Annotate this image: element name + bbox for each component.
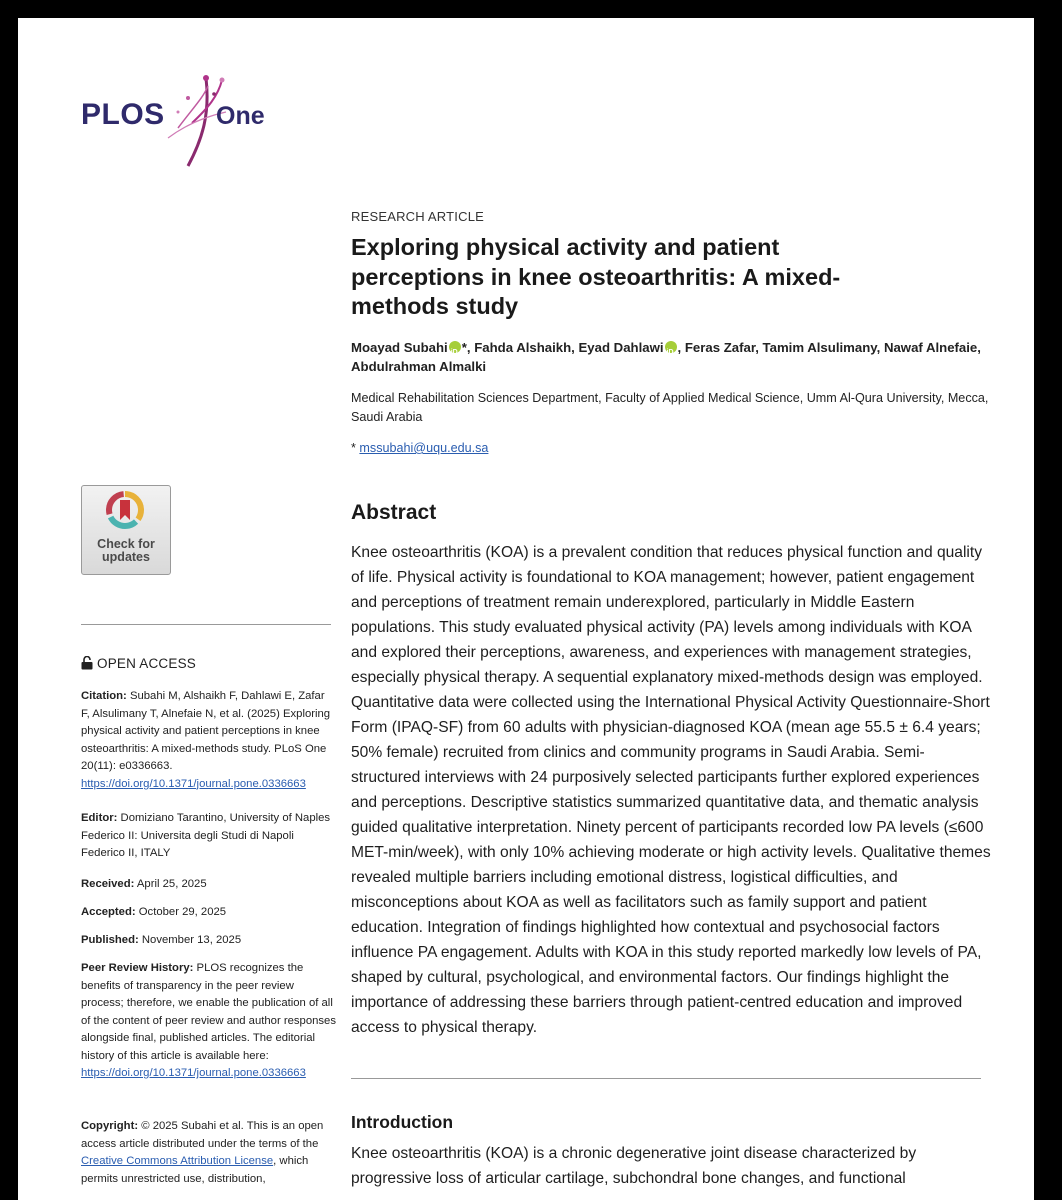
- editor-block: Editor: Domiziano Tarantino, University of Naples Federico II: Universita degli Studi di Napoli Federico II, ITALY: [81, 812, 331, 859]
- abstract-heading: Abstract: [351, 501, 437, 524]
- orcid-icon[interactable]: [449, 341, 461, 353]
- article-type: RESEARCH ARTICLE: [351, 209, 484, 224]
- check-updates-label: Check for updates: [97, 537, 155, 564]
- published-date: Published: November 13, 2025: [81, 934, 242, 946]
- plos-logo-text: PLOS: [81, 98, 165, 131]
- abstract-divider: [351, 1078, 981, 1079]
- citation-block: Citation: Subahi M, Alshaikh F, Dahlawi E, Zafar F, Alsulimany T, Alnefaie N, et al. (2025) Exploring physical activity and patient perceptions in knee osteoarthritis: A mixed-methods study. PLoS One 20(11): e0336663. https://doi.org/10.1371/journal.pone.0336663: [81, 690, 331, 790]
- check-for-updates-badge[interactable]: [81, 485, 171, 575]
- plos-logo-one-text: One: [216, 102, 265, 130]
- email-link[interactable]: mssubahi@uqu.edu.sa: [359, 441, 489, 455]
- orcid-icon[interactable]: [665, 341, 677, 353]
- citation-doi-link[interactable]: https://doi.org/10.1371/journal.pone.0336663: [81, 777, 306, 790]
- open-access-label: OPEN ACCESS: [81, 656, 196, 671]
- article-title: Exploring physical activity and patient perceptions in knee osteoarthritis: A mixed-methods study: [351, 234, 841, 319]
- author-list: [351, 338, 1001, 376]
- peer-review-link[interactable]: https://doi.org/10.1371/journal.pone.0336663: [81, 1067, 306, 1079]
- abstract-text: Knee osteoarthritis (KOA) is a prevalent condition that reduces physical function and quality of life. Physical activity is foundational to KOA management; however, patient engagement and perceptions of treatment remain underexplored, particularly in Middle Eastern populations. This study evaluated physical activity (PA) levels among individuals with KOA and explored their perceptions, awareness, and experiences with management strategies, especially physical therapy. A sequential explanatory mixed-methods design was employed. Quantitative data were collected using the International Physical Activity Questionnaire-Short Form (IPAQ-SF) from 60 adults with physician-diagnosed KOA (mean age 55.5 ± 6.4 years; 50% female) recruited from clinics and community programs in Saudi Arabia. Semi-structured interviews with 24 purposively selected participants further explored experiences and perceptions. Descriptive statistics summarized quantitative data, and thematic analysis guided qualitative interpretation. Ninety percent of participants recorded low PA levels (≤600 MET-min/week), with only 10% achieving moderate or high activity levels. Qualitative themes revealed multiple barriers including emotional distress, logistical difficulties, and misconceptions about KOA as well as facilitators such as family support and patient education. Integration of findings highlighted how contextual and psychosocial factors influence PA engagement. Adults with KOA in this study reported markedly low levels of PA, shaped by cultural, psychological, and environmental factors. Our findings highlight the importance of addressing these barriers through patient-centred education and improved access to physical therapy.: [351, 544, 991, 1036]
- introduction-text: Knee osteoarthritis (KOA) is a chronic degenerative joint disease characterized by progressive loss of articular cartilage, subchondral bone changes, and functional: [351, 1145, 917, 1187]
- accepted-date: Accepted: October 29, 2025: [81, 906, 227, 918]
- introduction-heading: Introduction: [351, 1112, 454, 1132]
- email-prefix: *: [351, 441, 360, 455]
- check-updates-icon: [105, 490, 145, 530]
- author-text-2: *, Fahda Alshaikh, Eyad Dahlawi: [461, 340, 664, 355]
- author-text-1: Moayad Subahi: [351, 340, 448, 355]
- author-text-3: , Feras Zafar, Tamim Alsulimany, Nawaf Alnefaie, Abdulrahman Almalki: [351, 340, 981, 374]
- license-link[interactable]: Creative Commons Attribution License: [81, 1155, 274, 1167]
- sidebar-divider: [81, 624, 331, 625]
- received-date: Received: April 25, 2025: [81, 878, 207, 890]
- peer-review-block: Peer Review History: PLOS recognizes the benefits of transparency in the peer review process; therefore, we enable the publication of all of the content of peer review and author responses alongside final, published articles. The editorial history of this article is available here: https://doi.org/10.1371/journal.pone.0336663: [81, 962, 336, 1079]
- article-page: [18, 18, 1034, 1200]
- affiliation: Medical Rehabilitation Sciences Department, Faculty of Applied Medical Science, Umm Al-Qura University, Mecca, Saudi Arabia: [351, 391, 989, 424]
- corresponding-email: [351, 441, 488, 455]
- copyright-block: Copyright: © 2025 Subahi et al. This is an open access article distributed under the terms of the Creative Commons Attribution License, which permits unrestricted use, distribution,: [81, 1120, 324, 1185]
- open-lock-icon: [81, 656, 93, 670]
